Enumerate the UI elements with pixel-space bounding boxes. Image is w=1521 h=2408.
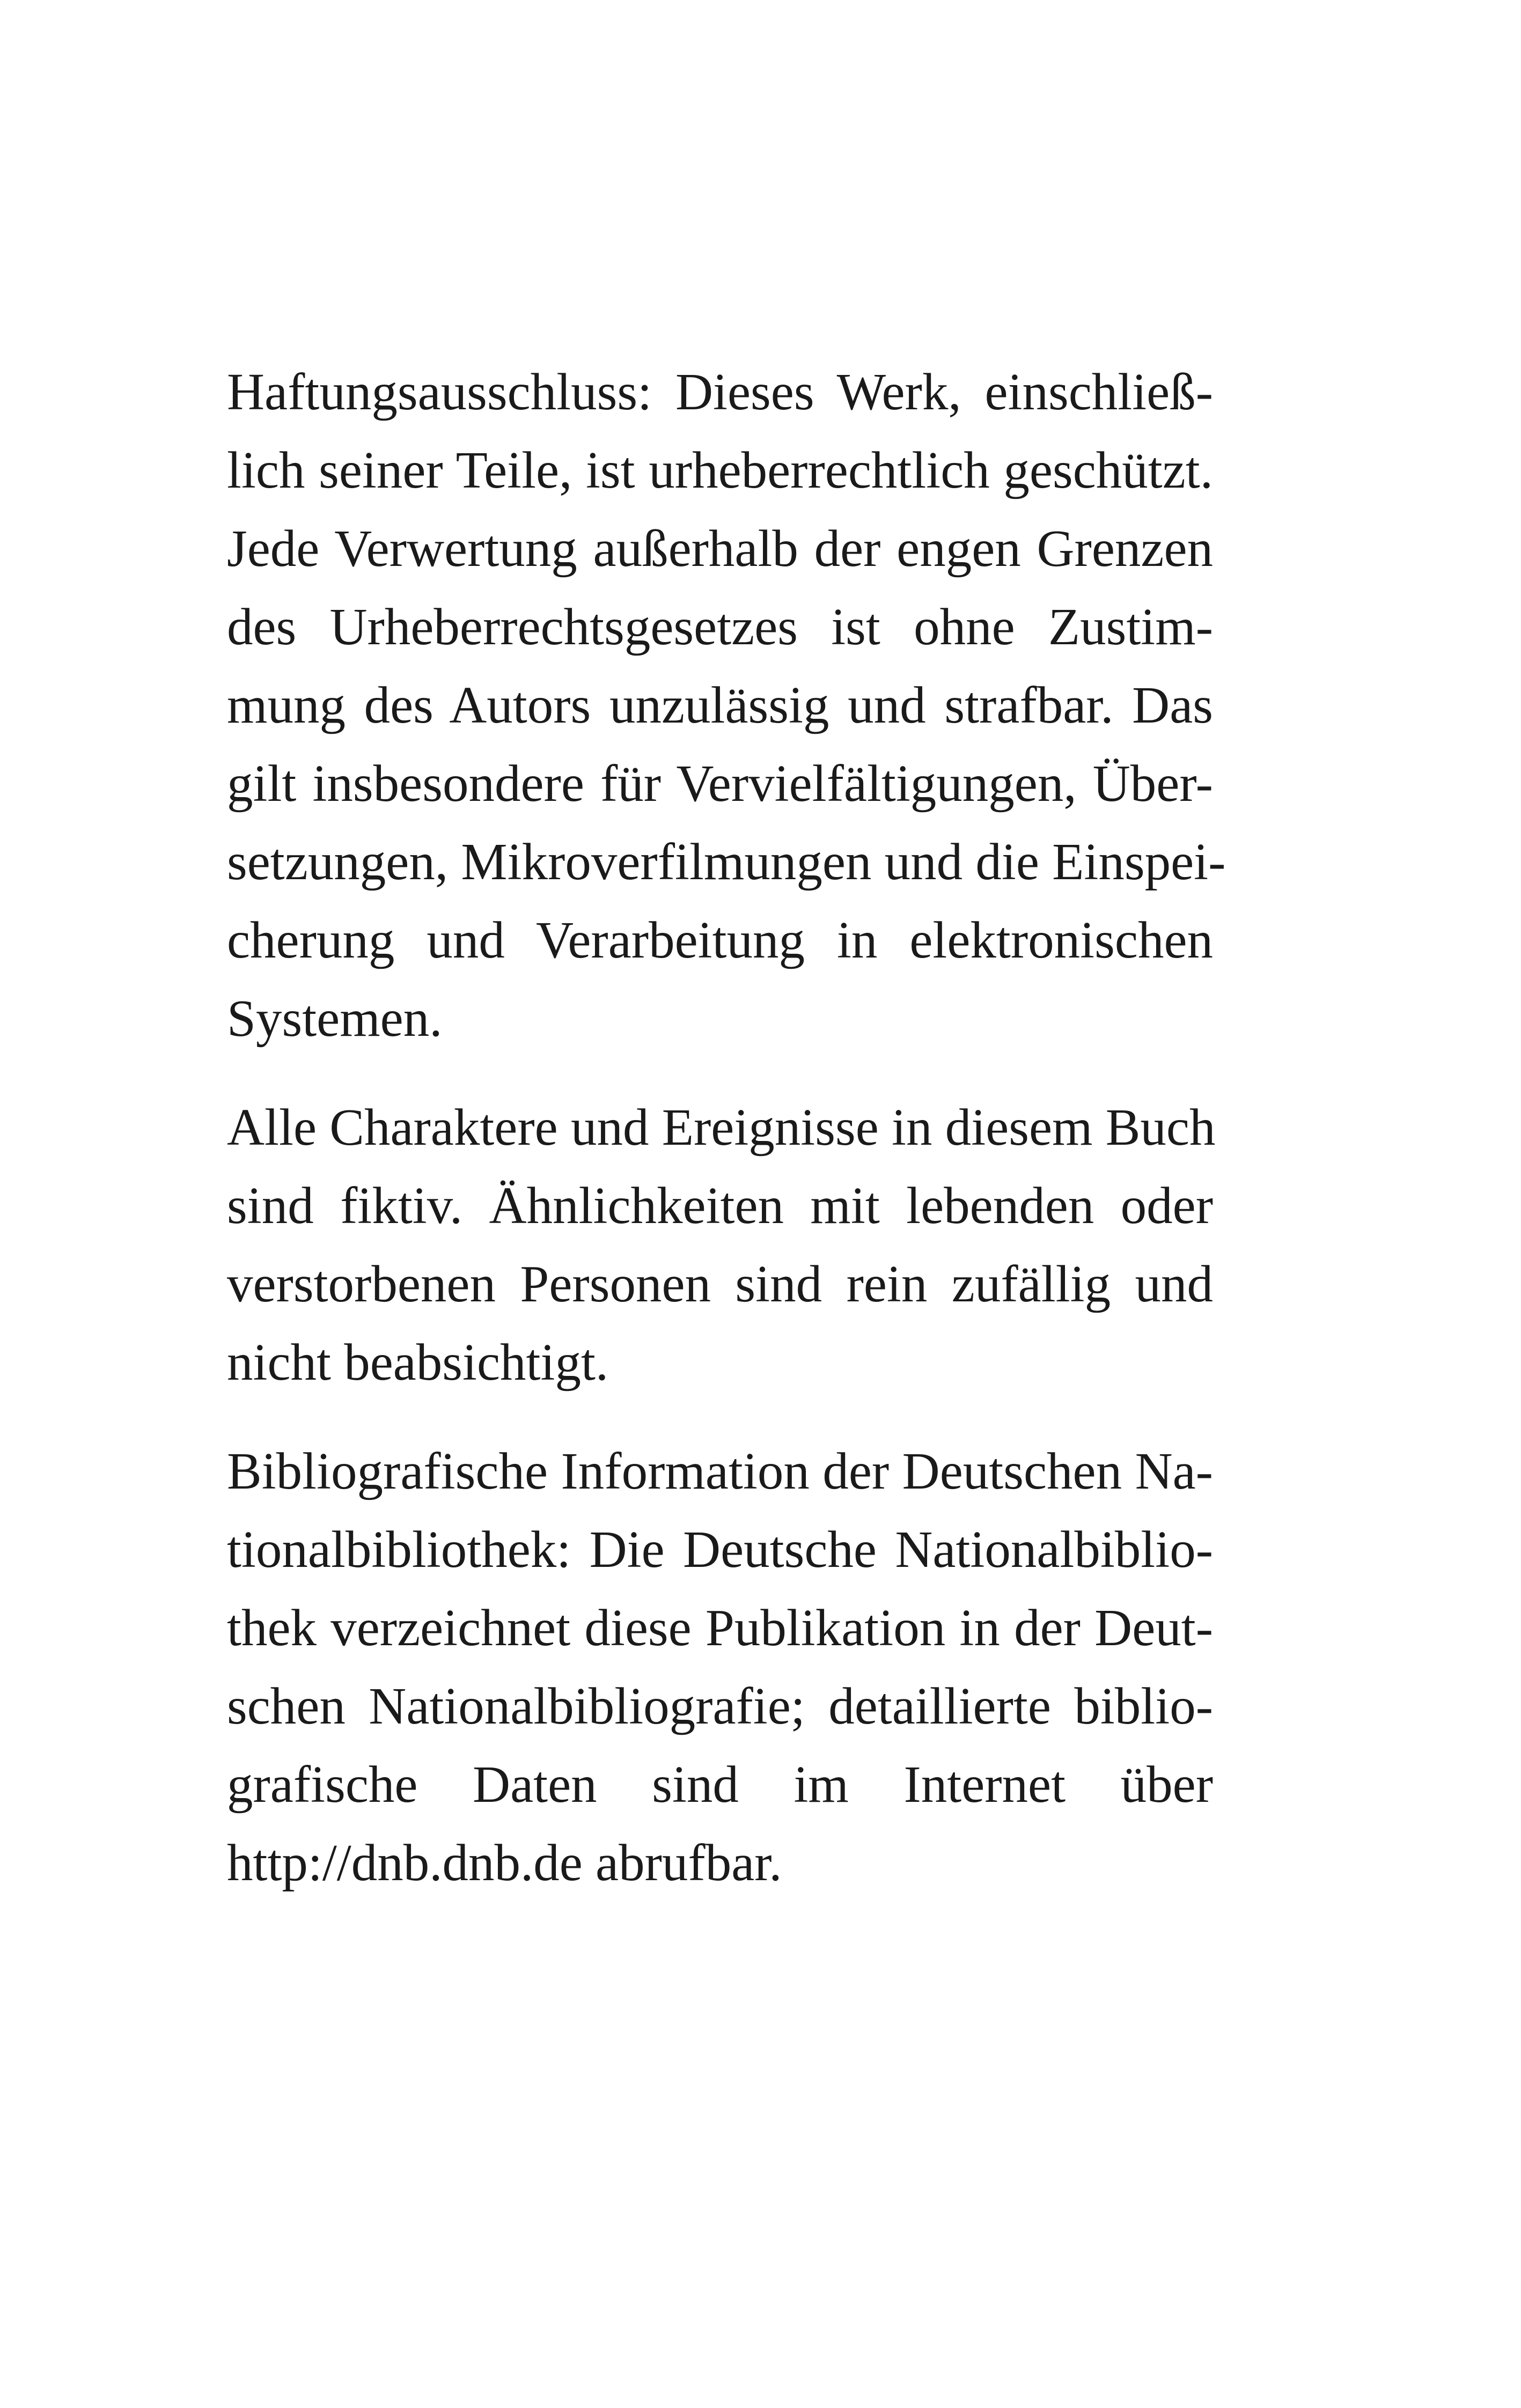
text-line: mung des Autors unzulässig und strafbar. Das [227, 676, 1213, 734]
text-line: nicht beabsichtigt. [227, 1334, 609, 1391]
legal-notice-text [227, 353, 1226, 1902]
text-line: schen Nationalbibliografie; detaillierte biblio- [227, 1677, 1213, 1735]
text-line: Alle Charaktere und Ereignisse in diesem Buch [227, 1099, 1216, 1156]
disclaimer-paragraph [227, 353, 1226, 1058]
text-line: cherung und Verarbeitung in elektronischen [227, 911, 1213, 969]
text-line: grafische Daten sind im Internet über [227, 1756, 1213, 1813]
text-line: sind fiktiv. Ähnlichkeiten mit lebenden oder [227, 1177, 1213, 1234]
text-line: Systemen. [227, 990, 443, 1047]
text-line: Bibliografische Information der Deutschen Na- [227, 1442, 1213, 1500]
text-line: gilt insbesondere für Vervielfältigungen, Über- [227, 755, 1213, 812]
text-line: verstorbenen Personen sind rein zufällig und [227, 1255, 1213, 1313]
bibliographic-info-paragraph [227, 1432, 1213, 1902]
text-line: setzungen, Mikroverfilmungen und die Einspei- [227, 833, 1226, 890]
text-line: thek verzeichnet diese Publikation in der Deut- [227, 1599, 1213, 1656]
text-line: des Urheberrechtsgesetzes ist ohne Zustim- [227, 598, 1213, 656]
text-line: lich seiner Teile, ist urheberrechtlich geschützt. [227, 441, 1213, 499]
text-line: Jede Verwertung außerhalb der engen Grenzen [227, 520, 1213, 577]
text-line: http://dnb.dnb.de abrufbar. [227, 1834, 782, 1891]
fiction-notice-paragraph [227, 1088, 1216, 1402]
text-line: tionalbibliothek: Die Deutsche Nationalbiblio- [227, 1521, 1213, 1578]
text-line: Haftungsausschluss: Dieses Werk, einschließ- [227, 363, 1213, 421]
